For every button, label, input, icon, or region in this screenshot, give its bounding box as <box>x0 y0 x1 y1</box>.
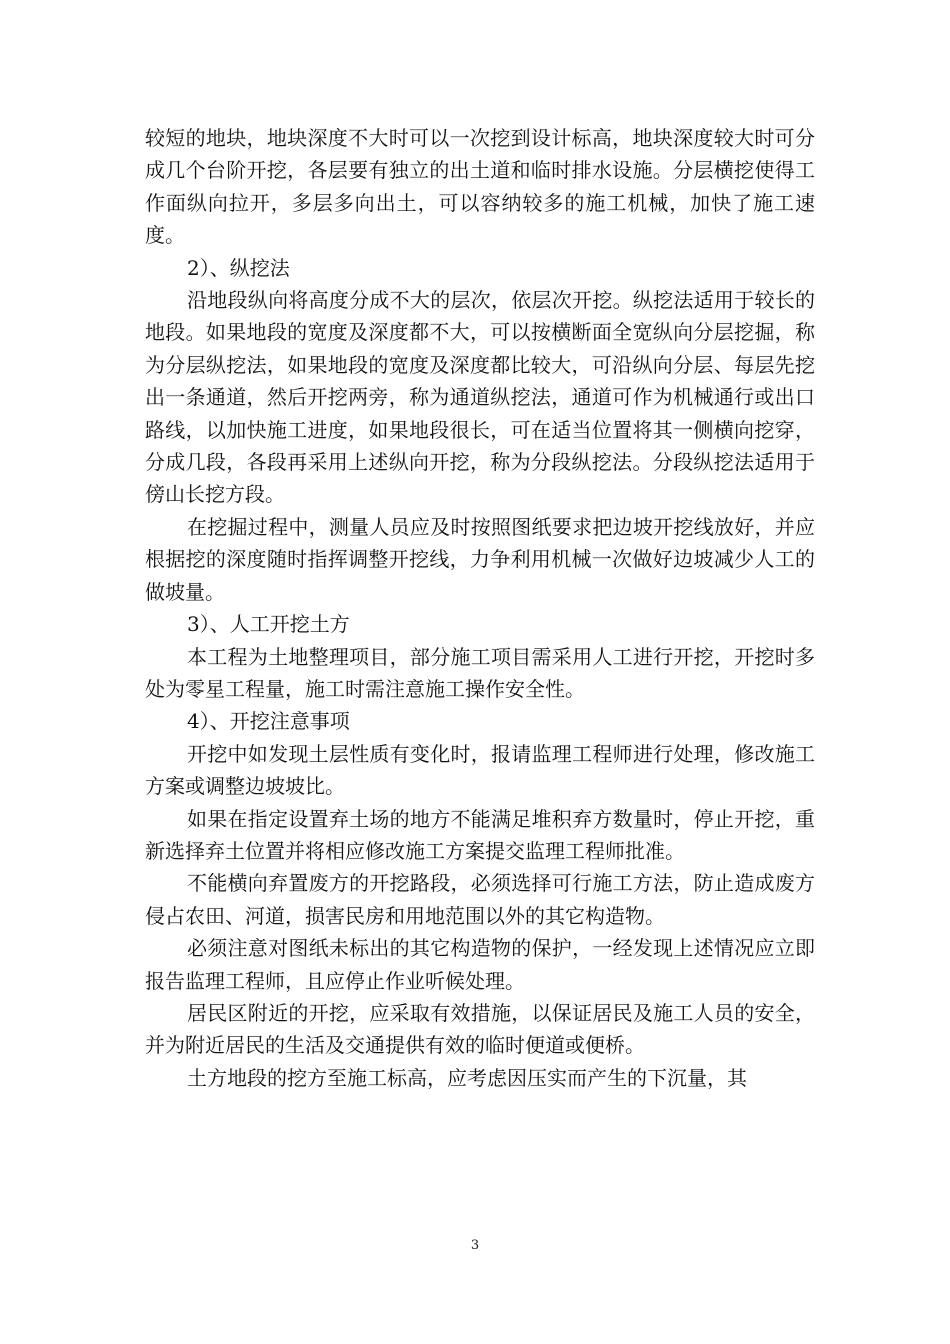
heading-excavation-notes: 4）、开挖注意事项 <box>187 709 350 734</box>
paragraph-waste-disposal: 不能横向弃置废方的开挖路段，必须选择可行施工方法，防止造成废方侵占农田、河道，损害民房和用地范围以外的其它构造物。 <box>145 871 815 928</box>
paragraph-residential-area: 居民区附近的开挖，应采取有效措施，以保证居民及施工人员的安全，并为附近居民的生活及交通提供有效的临时便道或便桥。 <box>145 1000 815 1058</box>
paragraph-spoil-site: 如果在指定设置弃土场的地方不能满足堆积弃方数量时，停止开挖，重新选择弃土位置并将相应修改施工方案提交监理工程师批准。 <box>145 806 815 863</box>
paragraph-settlement: 土方地段的挖方至施工标高，应考虑因压实而产生的下沉量，其 <box>187 1065 747 1090</box>
paragraph-soil-change: 开挖中如发现土层性质有变化时，报请监理工程师进行处理，修改施工方案或调整边坡坡比。 <box>145 741 815 799</box>
body-text <box>145 122 815 1094</box>
heading-longitudinal-excavation: 2）、纵挖法 <box>187 255 290 280</box>
page-number: 3 <box>470 1238 480 1253</box>
paragraph-survey-slope: 在挖掘过程中，测量人员应及时按照图纸要求把边坡开挖线放好，并应根据挖的深度随时指挥调整开挖线，力争利用机械一次做好边坡减少人工的做坡量。 <box>145 514 815 604</box>
paragraph-continued: 较短的地块，地块深度不大时可以一次挖到设计标高，地块深度较大时可分成几个台阶开挖，各层要有独立的出土道和临时排水设施。分层横挖使得工作面纵向拉开，多层多向出土，可以容纳较多的施工机械，加快了施工速度。 <box>145 126 815 248</box>
paragraph-structure-protection: 必须注意对图纸未标出的其它构造物的保护，一经发现上述情况应立即报告监理工程师，且应停止作业听候处理。 <box>145 936 815 993</box>
heading-manual-excavation: 3）、人工开挖土方 <box>187 612 350 637</box>
paragraph-longitudinal-method: 沿地段纵向将高度分成不大的层次，依层次开挖。纵挖法适用于较长的地段。如果地段的宽度及深度都不大，可以按横断面全宽纵向分层挖掘，称为分层纵挖法，如果地段的宽度及深度都比较大，可沿纵向分层、每层先挖出一条通道，然后开挖两旁，称为通道纵挖法，通道可作为机械通行或出口路线，以加快施工进度，如果地段很长，可在适当位置将其一侧横向挖穿，分成几段，各段再采用上述纵向开挖，称为分段纵挖法。分段纵挖法适用于傍山长挖方段。 <box>145 288 815 507</box>
paragraph-manual-excavation: 本工程为土地整理项目，部分施工项目需采用人工进行开挖，开挖时多处为零星工程量，施工时需注意施工操作安全性。 <box>145 644 815 701</box>
